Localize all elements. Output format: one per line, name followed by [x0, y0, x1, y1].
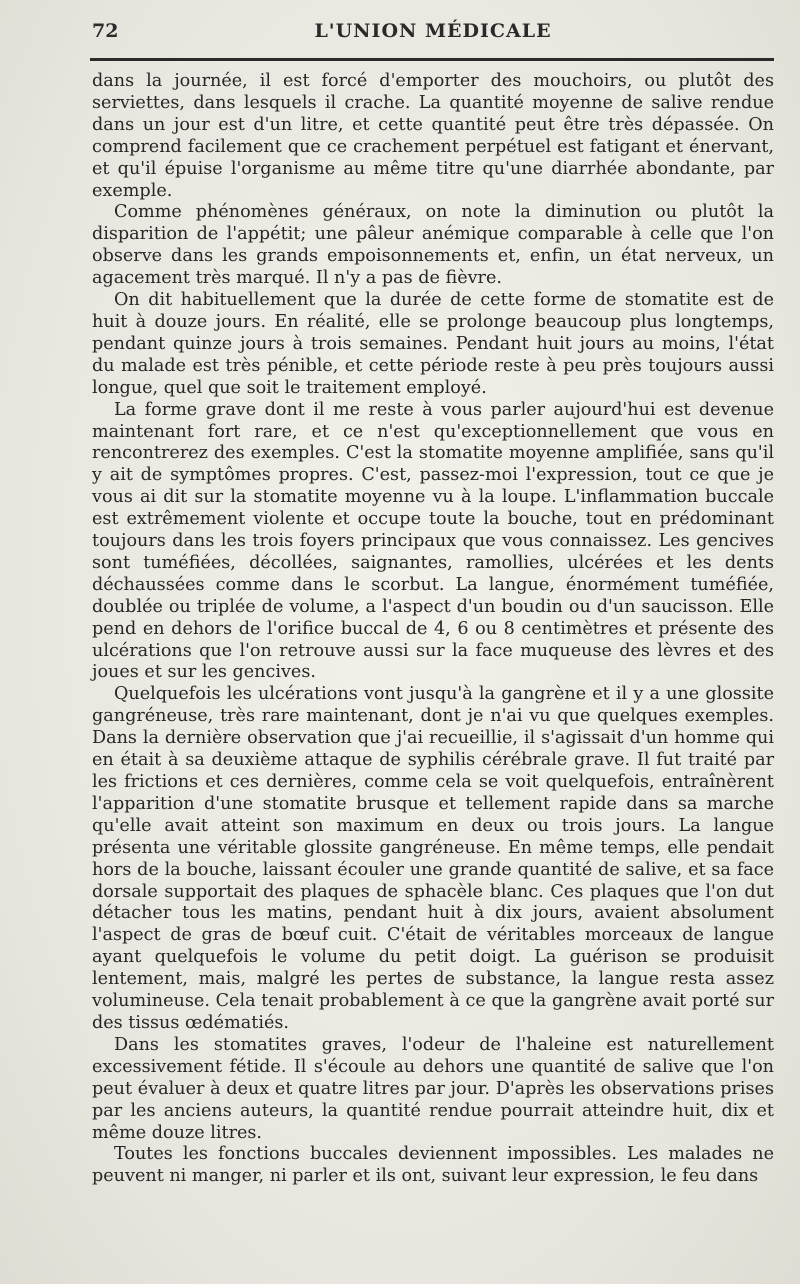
paragraph-7: Toutes les fonctions buccales deviennent impossibles. Les malades ne peuvent ni manger, ni parler et ils ont, suivant leur expression, le feu dans [92, 1144, 774, 1187]
paragraph-5: Quelquefois les ulcérations vont jusqu'à la gangrène et il y a une glossite gangréneuse, très rare maintenant, dont je n'ai vu que quelques exemples. Dans la dernière observation que j'ai recueillie, il s'agissait d'un homme qui en était à sa deuxième attaque de syphilis cérébrale grave. Il fut traité par les frictions et ces dernières, comme cela se voit quelquefois, entraînèrent l'apparition d'une stomatite brusque et tellement rapide dans sa marche qu'elle avait atteint son maximum en deux ou trois jours. La langue présenta une véritable glossite gangréneuse. En même temps, elle pendait hors de la bouche, laissant écouler une grande quantité de salive, et sa face dorsale supportait des plaques de sphacèle blanc. Ces plaques que l'on dut détacher tous les matins, pendant huit à dix jours, avaient absolument l'aspect de gras de bœuf cuit. C'était de véritables morceaux de langue ayant quelquefois le volume du petit doigt. La guérison se produisit lentement, mais, malgré les pertes de substance, la langue resta assez volumineuse. Cela tenait probablement à ce que la gangrène avait porté sur des tissus œdématiés. [92, 684, 774, 1033]
paragraph-2: Comme phénomènes généraux, on note la diminution ou plutôt la disparition de l'appétit; une pâleur anémique comparable à celle que l'on observe dans les grands empoisonnements et, enfin, un état nerveux, un agacement très marqué. Il n'y a pas de fièvre. [92, 202, 774, 289]
page-number: 72 [92, 20, 119, 42]
running-title: L'UNION MÉDICALE [314, 20, 552, 42]
paragraph-3: On dit habituellement que la durée de cette forme de stomatite est de huit à douze jours. En réalité, elle se prolonge beaucoup plus longtemps, pendant quinze jours à trois semaines. Pendant huit jours au moins, l'état du malade est très pénible, et cette période reste à peu près toujours aussi longue, quel que soit le traitement employé. [92, 290, 774, 398]
body-text [92, 71, 774, 1188]
page-header [92, 18, 774, 48]
paragraph-4: La forme grave dont il me reste à vous parler aujourd'hui est devenue maintenant fort rare, et ce n'est qu'exceptionnellement que vous en rencontrerez des exemples. C'est la stomatite moyenne amplifiée, sans qu'il y ait de symptômes propres. C'est, passez-moi l'expression, tout ce que je vous ai dit sur la stomatite moyenne vu à la loupe. L'inflammation buccale est extrêmement violente et occupe toute la bouche, tout en prédominant toujours dans les trois foyers principaux que vous connaissez. Les gencives sont tuméfiées, décollées, saignantes, ramollies, ulcérées et les dents déchaussées comme dans le scorbut. La langue, énormément tuméfiée, doublée ou triplée de volume, a l'aspect d'un boudin ou d'un saucisson. Elle pend en dehors de l'orifice buccal de 4, 6 ou 8 centimètres et présente des ulcérations que l'on retrouve aussi sur la face muqueuse des lèvres et des joues et sur les gencives. [92, 399, 774, 683]
paragraph-6: Dans les stomatites graves, l'odeur de l'haleine est naturellement excessivement fétide. Il s'écoule au dehors une quantité de salive que l'on peut évaluer à deux et quatre litres par jour. D'après les observations prises par les anciens auteurs, la quantité rendue pourrait atteindre huit, dix et même douze litres. [92, 1034, 774, 1143]
header-rule [90, 58, 774, 61]
paragraph-1: dans la journée, il est forcé d'emporter des mouchoirs, ou plutôt des serviettes, dans lesquels il crache. La quantité moyenne de salive rendue dans un jour est d'un litre, et cette quantité peut être très dépassée. On comprend facilement que ce crachement perpétuel est fatigant et énervant, et qu'il épuise l'organisme au même titre qu'une diarrhée abondante, par exemple. [92, 71, 774, 201]
